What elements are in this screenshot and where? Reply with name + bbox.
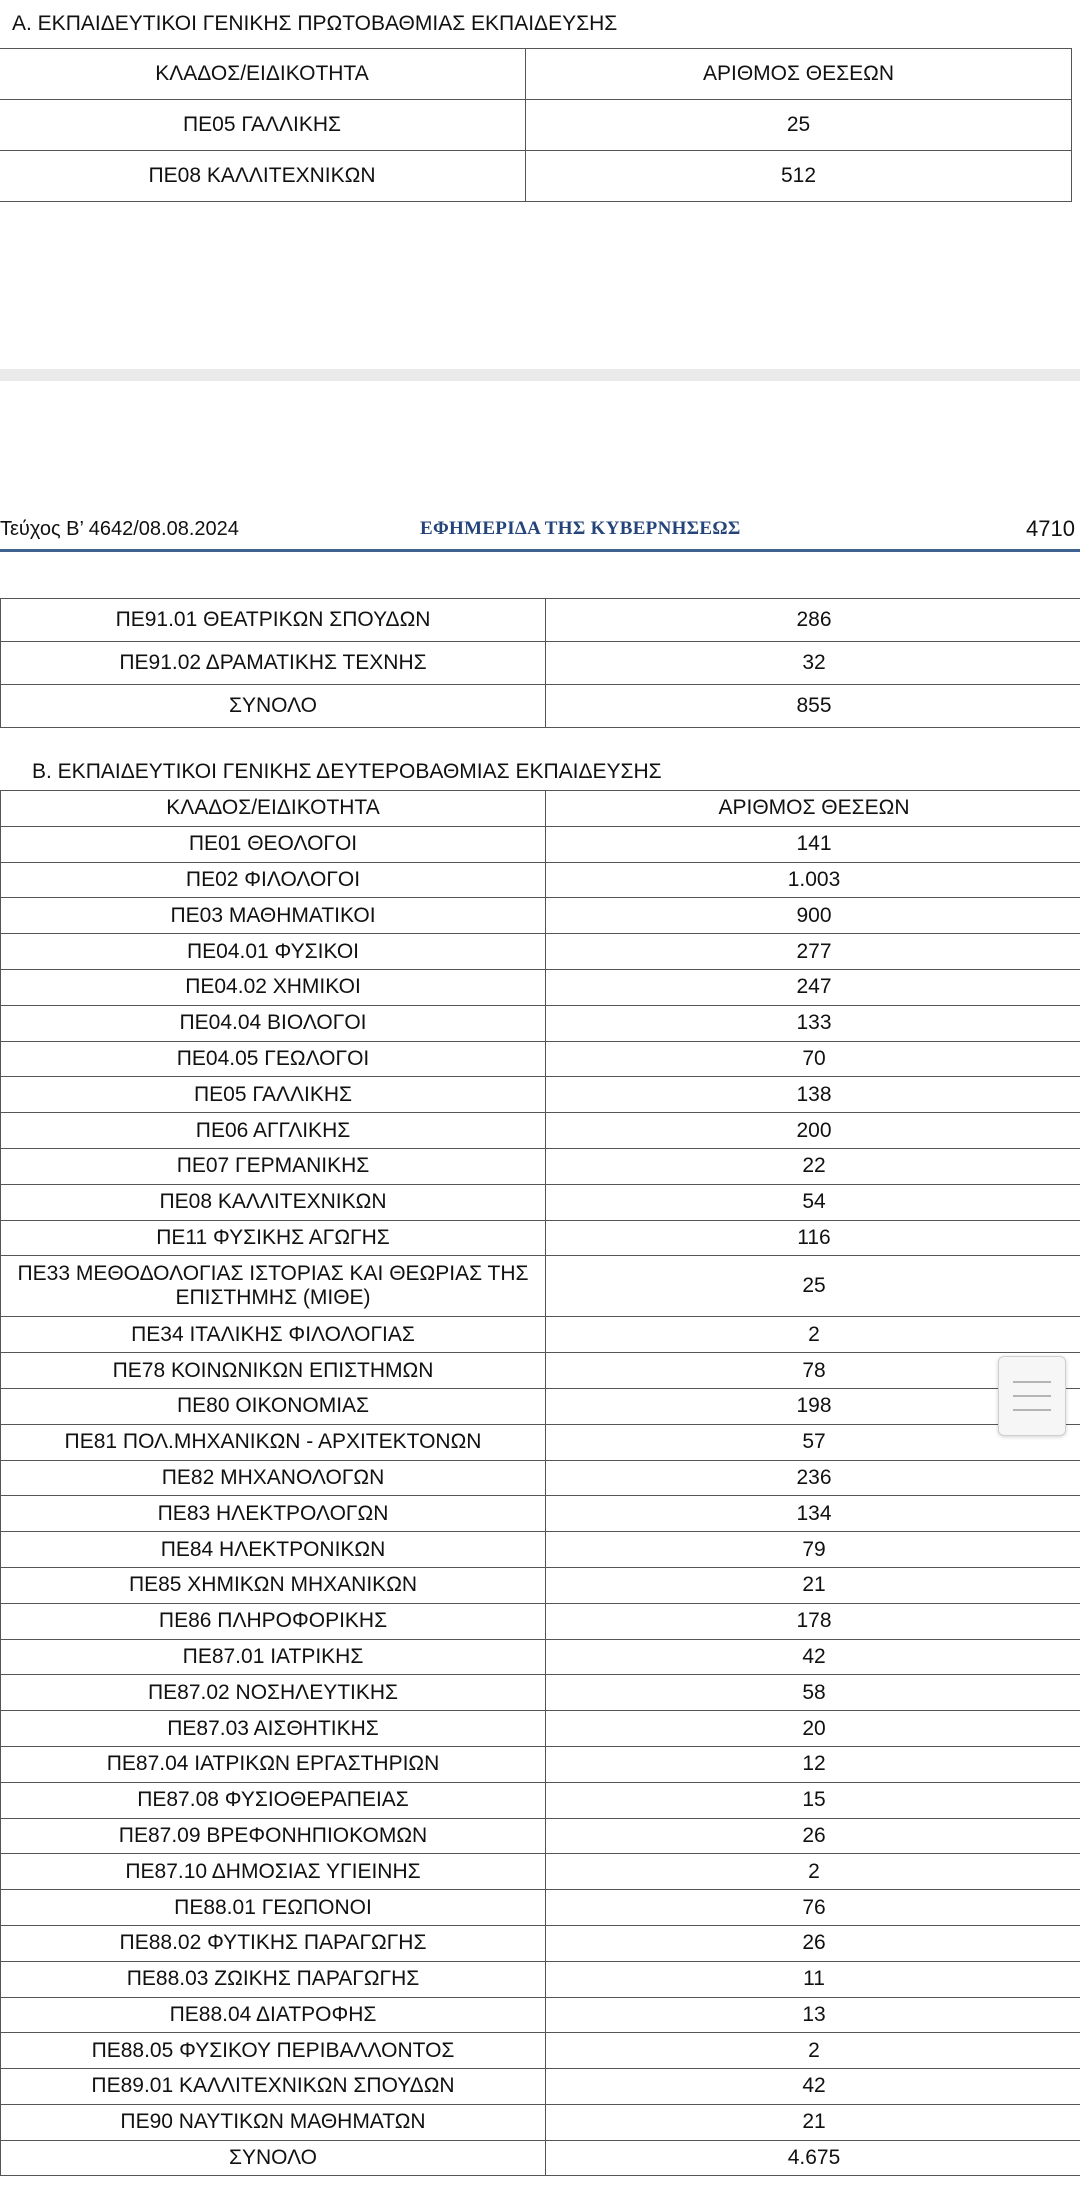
specialty-cell: ΠΕ88.02 ΦΥΤΙΚΗΣ ΠΑΡΑΓΩΓΗΣ	[1, 1925, 546, 1961]
positions-cell: 26	[546, 1818, 1080, 1854]
table-row	[1, 642, 1080, 685]
specialty-cell: ΠΕ05 ΓΑΛΛΙΚΗΣ	[1, 1077, 546, 1113]
specialty-cell: ΠΕ84 ΗΛΕΚΤΡΟΝΙΚΩΝ	[1, 1532, 546, 1568]
table-row	[1, 1639, 1080, 1675]
positions-cell: 116	[546, 1220, 1080, 1256]
table-row	[1, 1925, 1080, 1961]
positions-cell: 134	[546, 1496, 1080, 1532]
table-row	[1, 1603, 1080, 1639]
specialty-cell: ΠΕ05 ΓΑΛΛΙΚΗΣ	[0, 100, 526, 151]
table-row	[1, 1077, 1080, 1113]
page-break-gap	[0, 369, 1080, 381]
header-rule	[0, 549, 1080, 552]
specialty-cell: ΠΕ87.02 ΝΟΣΗΛΕΥΤΙΚΗΣ	[1, 1675, 546, 1711]
specialty-cell: ΠΕ88.04 ΔΙΑΤΡΟΦΗΣ	[1, 1997, 546, 2033]
specialty-cell: ΠΕ33 ΜΕΘΟΔΟΛΟΓΙΑΣ ΙΣΤΟΡΙΑΣ ΚΑΙ ΘΕΩΡΙΑΣ ΤΗΣ ΕΠΙΣΤΗΜΗΣ (ΜΙΘΕ)	[1, 1256, 546, 1317]
positions-cell: 11	[546, 1961, 1080, 1997]
positions-cell: 79	[546, 1532, 1080, 1568]
positions-cell: 1.003	[546, 862, 1080, 898]
table-row	[0, 151, 1072, 202]
positions-cell: 247	[546, 969, 1080, 1005]
table-row	[1, 2104, 1080, 2140]
specialty-cell: ΠΕ87.10 ΔΗΜΟΣΙΑΣ ΥΓΙΕΙΝΗΣ	[1, 1854, 546, 1890]
total-value: 4.675	[546, 2140, 1080, 2176]
table-row	[1, 1317, 1080, 1353]
table-row	[0, 100, 1072, 151]
table-row	[1, 2069, 1080, 2105]
specialty-cell: ΠΕ34 ΙΤΑΛΙΚΗΣ ΦΙΛΟΛΟΓΙΑΣ	[1, 1317, 546, 1353]
menu-lines-icon	[1013, 1395, 1051, 1397]
specialty-cell: ΠΕ04.04 ΒΙΟΛΟΓΟΙ	[1, 1005, 546, 1041]
col-header-specialty: ΚΛΑΔΟΣ/ΕΙΔΙΚΟΤΗΤΑ	[0, 49, 526, 100]
table-row	[1, 1532, 1080, 1568]
positions-cell: 57	[546, 1424, 1080, 1460]
specialty-cell: ΠΕ80 ΟΙΚΟΝΟΜΙΑΣ	[1, 1388, 546, 1424]
table-row	[1, 1997, 1080, 2033]
positions-cell: 70	[546, 1041, 1080, 1077]
specialty-cell: ΠΕ08 ΚΑΛΛΙΤΕΧΝΙΚΩΝ	[1, 1184, 546, 1220]
table-row	[1, 1220, 1080, 1256]
specialty-cell: ΠΕ91.02 ΔΡΑΜΑΤΙΚΗΣ ΤΕΧΝΗΣ	[1, 642, 546, 685]
table-row	[1, 1113, 1080, 1149]
positions-cell: 21	[546, 2104, 1080, 2140]
table-row	[1, 1818, 1080, 1854]
positions-cell: 2	[546, 1854, 1080, 1890]
table-row	[1, 826, 1080, 862]
specialty-cell: ΠΕ86 ΠΛΗΡΟΦΟΡΙΚΗΣ	[1, 1603, 546, 1639]
specialty-cell: ΠΕ87.03 ΑΙΣΘΗΤΙΚΗΣ	[1, 1711, 546, 1747]
specialty-cell: ΠΕ85 ΧΗΜΙΚΩΝ ΜΗΧΑΝΙΚΩΝ	[1, 1567, 546, 1603]
specialty-cell: ΠΕ87.09 ΒΡΕΦΟΝΗΠΙΟΚΟΜΩΝ	[1, 1818, 546, 1854]
table-header-row	[0, 49, 1072, 100]
table-row	[1, 1005, 1080, 1041]
positions-cell: 133	[546, 1005, 1080, 1041]
col-header-positions: ΑΡΙΘΜΟΣ ΘΕΣΕΩΝ	[526, 49, 1072, 100]
positions-cell: 286	[546, 599, 1080, 642]
positions-cell: 25	[526, 100, 1072, 151]
specialty-cell: ΠΕ06 ΑΓΓΛΙΚΗΣ	[1, 1113, 546, 1149]
positions-cell: 138	[546, 1077, 1080, 1113]
specialty-cell: ΠΕ88.01 ΓΕΩΠΟΝΟΙ	[1, 1890, 546, 1926]
specialty-cell: ΠΕ81 ΠΟΛ.ΜΗΧΑΝΙΚΩΝ - ΑΡΧΙΤΕΚΤΟΝΩΝ	[1, 1424, 546, 1460]
specialty-cell: ΠΕ04.02 ΧΗΜΙΚΟΙ	[1, 969, 546, 1005]
positions-cell: 178	[546, 1603, 1080, 1639]
positions-cell: 13	[546, 1997, 1080, 2033]
specialty-cell: ΠΕ82 ΜΗΧΑΝΟΛΟΓΩΝ	[1, 1460, 546, 1496]
table-row	[1, 1184, 1080, 1220]
positions-cell: 15	[546, 1782, 1080, 1818]
table-row	[1, 599, 1080, 642]
specialty-cell: ΠΕ83 ΗΛΕΚΤΡΟΛΟΓΩΝ	[1, 1496, 546, 1532]
section-b-table	[0, 790, 1080, 2176]
total-row	[1, 685, 1080, 728]
positions-cell: 22	[546, 1148, 1080, 1184]
positions-cell: 198	[546, 1388, 1080, 1424]
col-header-positions: ΑΡΙΘΜΟΣ ΘΕΣΕΩΝ	[546, 791, 1080, 827]
specialty-cell: ΠΕ04.01 ΦΥΣΙΚΟΙ	[1, 934, 546, 970]
menu-lines-icon	[1013, 1409, 1051, 1411]
total-row	[1, 2140, 1080, 2176]
table-row	[1, 1854, 1080, 1890]
specialty-cell: ΠΕ78 ΚΟΙΝΩΝΙΚΩΝ ΕΠΙΣΤΗΜΩΝ	[1, 1353, 546, 1389]
table-row	[1, 1782, 1080, 1818]
page-number: 4710	[1026, 516, 1075, 541]
table-header-row	[1, 791, 1080, 827]
table-row	[1, 1041, 1080, 1077]
specialty-cell: ΠΕ11 ΦΥΣΙΚΗΣ ΑΓΩΓΗΣ	[1, 1220, 546, 1256]
specialty-cell: ΠΕ88.05 ΦΥΣΙΚΟΥ ΠΕΡΙΒΑΛΛΟΝΤΟΣ	[1, 2033, 546, 2069]
positions-cell: 26	[546, 1925, 1080, 1961]
section-a-table-page1	[0, 48, 1072, 202]
positions-cell: 277	[546, 934, 1080, 970]
specialty-cell: ΠΕ02 ΦΙΛΟΛΟΓΟΙ	[1, 862, 546, 898]
section-a-table-page2	[0, 598, 1080, 728]
positions-cell: 2	[546, 2033, 1080, 2069]
table-row	[1, 1460, 1080, 1496]
positions-cell: 512	[526, 151, 1072, 202]
table-row	[1, 1148, 1080, 1184]
specialty-cell: ΠΕ88.03 ΖΩΙΚΗΣ ΠΑΡΑΓΩΓΗΣ	[1, 1961, 546, 1997]
positions-cell: 141	[546, 826, 1080, 862]
table-row	[1, 1424, 1080, 1460]
specialty-cell: ΠΕ01 ΘΕΟΛΟΓΟΙ	[1, 826, 546, 862]
table-row	[1, 862, 1080, 898]
positions-cell: 58	[546, 1675, 1080, 1711]
specialty-cell: ΠΕ87.01 ΙΑΤΡΙΚΗΣ	[1, 1639, 546, 1675]
positions-cell: 20	[546, 1711, 1080, 1747]
positions-cell: 42	[546, 2069, 1080, 2105]
specialty-cell: ΠΕ87.04 ΙΑΤΡΙΚΩΝ ΕΡΓΑΣΤΗΡΙΩΝ	[1, 1746, 546, 1782]
positions-cell: 54	[546, 1184, 1080, 1220]
positions-cell: 2	[546, 1317, 1080, 1353]
table-row	[1, 1567, 1080, 1603]
gazette-title: ΕΦΗΜΕΡΙΔΑ ΤΗΣ ΚΥΒΕΡΝΗΣΕΩΣ	[420, 518, 741, 539]
positions-cell: 12	[546, 1746, 1080, 1782]
table-row	[1, 898, 1080, 934]
specialty-cell: ΠΕ87.08 ΦΥΣΙΟΘΕΡΑΠΕΙΑΣ	[1, 1782, 546, 1818]
table-row	[1, 1496, 1080, 1532]
table-row	[1, 934, 1080, 970]
table-row	[1, 969, 1080, 1005]
positions-cell: 32	[546, 642, 1080, 685]
table-row	[1, 2033, 1080, 2069]
total-value: 855	[546, 685, 1080, 728]
table-row	[1, 1711, 1080, 1747]
section-a-title: Α. ΕΚΠΑΙΔΕΥΤΙΚΟΙ ΓΕΝΙΚΗΣ ΠΡΩΤΟΒΑΘΜΙΑΣ ΕΚΠΑΙΔΕΥΣΗΣ	[12, 12, 618, 35]
positions-cell: 21	[546, 1567, 1080, 1603]
total-label: ΣΥΝΟΛΟ	[1, 2140, 546, 2176]
specialty-cell: ΠΕ91.01 ΘΕΑΤΡΙΚΩΝ ΣΠΟΥΔΩΝ	[1, 599, 546, 642]
table-row	[1, 1388, 1080, 1424]
issue-label: Τεύχος Β’ 4642/08.08.2024	[0, 518, 239, 540]
positions-cell: 25	[546, 1256, 1080, 1317]
total-label: ΣΥΝΟΛΟ	[1, 685, 546, 728]
col-header-specialty: ΚΛΑΔΟΣ/ΕΙΔΙΚΟΤΗΤΑ	[1, 791, 546, 827]
table-row	[1, 1746, 1080, 1782]
table-row	[1, 1675, 1080, 1711]
section-b-title: Β. ΕΚΠΑΙΔΕΥΤΙΚΟΙ ΓΕΝΙΚΗΣ ΔΕΥΤΕΡΟΒΑΘΜΙΑΣ ΕΚΠΑΙΔΕΥΣΗΣ	[32, 760, 662, 783]
specialty-cell: ΠΕ90 ΝΑΥΤΙΚΩΝ ΜΑΘΗΜΑΤΩΝ	[1, 2104, 546, 2140]
specialty-cell: ΠΕ08 ΚΑΛΛΙΤΕΧΝΙΚΩΝ	[0, 151, 526, 202]
table-row	[1, 1961, 1080, 1997]
positions-cell: 78	[546, 1353, 1080, 1389]
positions-cell: 236	[546, 1460, 1080, 1496]
floating-menu-button[interactable]	[998, 1356, 1066, 1436]
positions-cell: 900	[546, 898, 1080, 934]
positions-cell: 200	[546, 1113, 1080, 1149]
table-row	[1, 1890, 1080, 1926]
table-row	[1, 1353, 1080, 1389]
positions-cell: 42	[546, 1639, 1080, 1675]
specialty-cell: ΠΕ03 ΜΑΘΗΜΑΤΙΚΟΙ	[1, 898, 546, 934]
table-row	[1, 1256, 1080, 1317]
specialty-cell: ΠΕ07 ΓΕΡΜΑΝΙΚΗΣ	[1, 1148, 546, 1184]
positions-cell: 76	[546, 1890, 1080, 1926]
menu-lines-icon	[1013, 1381, 1051, 1383]
specialty-cell: ΠΕ89.01 ΚΑΛΛΙΤΕΧΝΙΚΩΝ ΣΠΟΥΔΩΝ	[1, 2069, 546, 2105]
specialty-cell: ΠΕ04.05 ΓΕΩΛΟΓΟΙ	[1, 1041, 546, 1077]
